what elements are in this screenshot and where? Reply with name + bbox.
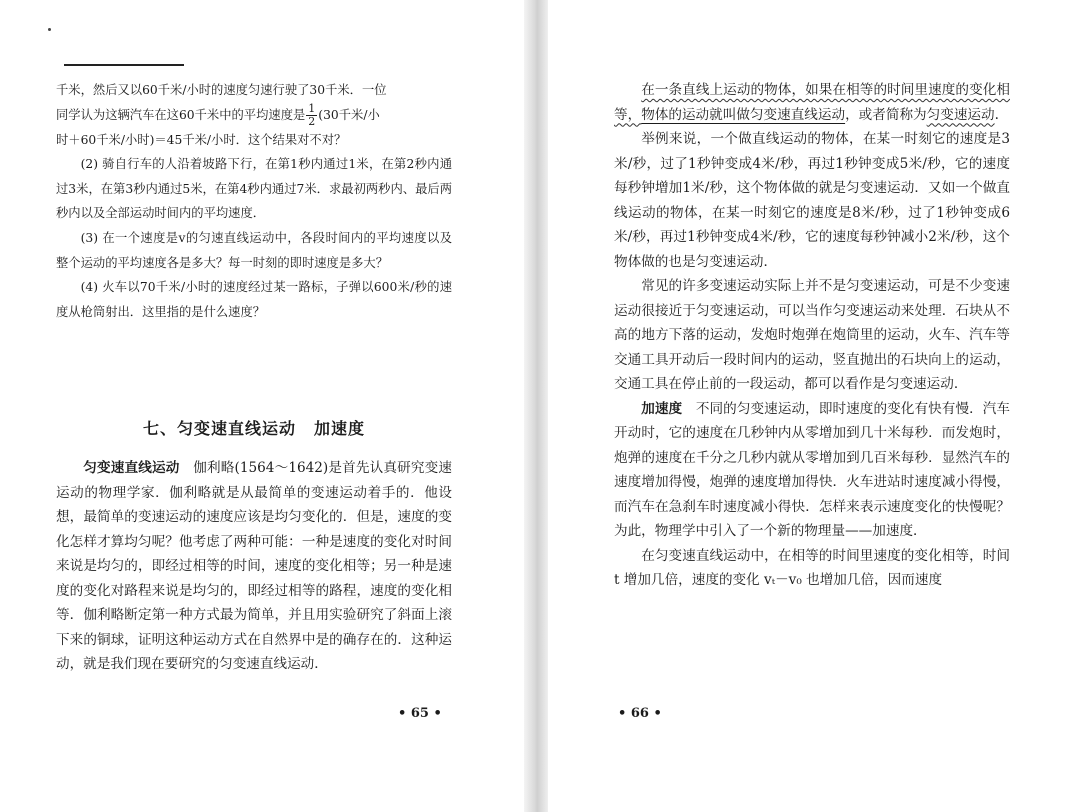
- acceleration-text: 不同的匀变速运动，即时速度的变化有快有慢．汽车开动时，它的速度在几秒钟内从零增加到几十米每秒．而发炮时，炮弹的速度在千分之几秒内就从零增加到几百米每秒．显然汽车的速度增加得慢，炮弹的速度增加得快．火车进站时速度减小得慢，而汽车在急刹车时速度减小得快．怎样来表示速度变化的快慢呢？为此，物理学中引入了一个新的物理量——加速度．: [614, 400, 1011, 539]
- common-motion-paragraph: 常见的许多变速运动实际上并不是匀变速运动，可是不少变速运动很接近于匀变速运动，可以当作匀变速运动来处理．石块从不高的地方下落的运动，发炮时炮弹在炮筒里的运动，火车、汽车等交通工具开动后一段时间内的运动，竖直抛出的石块向上的运动，交通工具在停止前的一段运动，都可以看作是匀变速运动．: [614, 278, 1010, 392]
- exercise-line-3: 时＋60千米/小时)＝45千米/小时．这个结果对不对？: [56, 132, 347, 147]
- definition-middle: ，或者简称为: [845, 106, 927, 123]
- exercise-4: (4) 火车以70千米/小时的速度经过某一路标，子弹以600米/秒的速度从枪筒射出．这里指的是什么速度？: [56, 280, 452, 319]
- galileo-paragraph-block: [56, 456, 452, 677]
- right-text-block: [614, 78, 1010, 593]
- top-rule: [64, 64, 184, 66]
- fraction-numerator: 1: [308, 101, 316, 115]
- galileo-text: 伽利略(1564～1642)是首先认真研究变速运动的物理学家．伽利略就是从最简单的变速运动着手的．他设想，最简单的变速运动的速度应该是均匀变化的．但是，速度的变化怎样才算均匀呢？他考虑了两种可能：一种是速度的变化对时间来说是均匀的，即经过相等的时间，速度的变化相等；另一种是速度的变化对路程来说是均匀的，即经过相等的路程，速度的变化相等．伽利略断定第一种方式最为简单，并且用实验研究了斜面上滚下来的铜球，证明这种运动方式在自然界中是的确存在的．这种运动，就是我们现在要研究的匀变速直线运动．: [56, 460, 453, 672]
- section-title: 加速度: [314, 419, 366, 438]
- paragraph-lead-acceleration: 加速度: [641, 400, 683, 417]
- galileo-paragraph: [56, 456, 452, 677]
- definition-end: .: [994, 106, 999, 123]
- ink-speck: [48, 28, 51, 31]
- page-number-65: • 65 •: [398, 706, 442, 721]
- paragraph-lead-uniform-motion: 匀变速直线运动: [83, 460, 180, 476]
- exercise-2: (2) 骑自行车的人沿着坡路下行，在第1秒内通过1米，在第2秒内通过3米，在第3秒内通过5米，在第4秒内通过7米．求最初两秒内、最后两秒内以及全部运动时间内的平均速度．: [56, 157, 452, 221]
- exercise-continuation: [56, 78, 452, 152]
- exercise-3: (3) 在一个速度是v的匀速直线运动中，各段时间内的平均速度以及整个运动的平均速度各是多大？每一时刻的即时速度是多大？: [56, 230, 452, 270]
- right-page: [548, 0, 1080, 812]
- section-heading: [56, 416, 452, 439]
- page-number-66: • 66 •: [618, 706, 662, 721]
- acceleration-paragraph: [614, 397, 1010, 544]
- definition-underlined-1: 在一条直线上运动的物体，如果在相等的时间里速度的变化相等，: [614, 82, 1010, 123]
- definition-underlined-2: 物体的运动就叫做匀变速直线运动: [641, 106, 846, 123]
- uniform-acceleration-paragraph: 在匀变速直线运动中，在相等的时间里速度的变化相等，时间 t 增加几倍，速度的变化 vₜ－v₀ 也增加几倍，因而速度: [614, 547, 1010, 588]
- exercise-line-2b: (30千米/小: [318, 107, 380, 122]
- definition-paragraph: [614, 78, 1010, 127]
- exercise-line-2a: 同学认为这辆汽车在这60千米中的平均速度是: [56, 107, 306, 122]
- book-gutter: [524, 0, 548, 812]
- section-number: 七、匀变速直线运动: [142, 419, 296, 438]
- example-paragraph: 举例来说，一个做直线运动的物体，在某一时刻它的速度是3米/秒，过了1秒钟变成4米/秒，再过1秒钟变成5米/秒，它的速度每秒钟增加1米/秒，这个物体做的就是匀变速运动．又如一个做直线运动的物体，在某一时刻它的速度是8米/秒，过了1秒钟变成6米/秒，再过1秒钟变成4米/秒，它的速度每秒钟减小2米/秒，这个物体做的也是匀变速运动．: [614, 131, 1010, 270]
- left-page: [0, 0, 524, 812]
- exercise-line-1: 千米，然后又以60千米/小时的速度匀速行驶了30千米．一位: [56, 83, 387, 97]
- fraction-one-half: [306, 103, 317, 128]
- fraction-denominator: 2: [308, 114, 316, 128]
- exercise-block: [56, 78, 452, 324]
- definition-underlined-3: 匀变速运动: [926, 106, 995, 123]
